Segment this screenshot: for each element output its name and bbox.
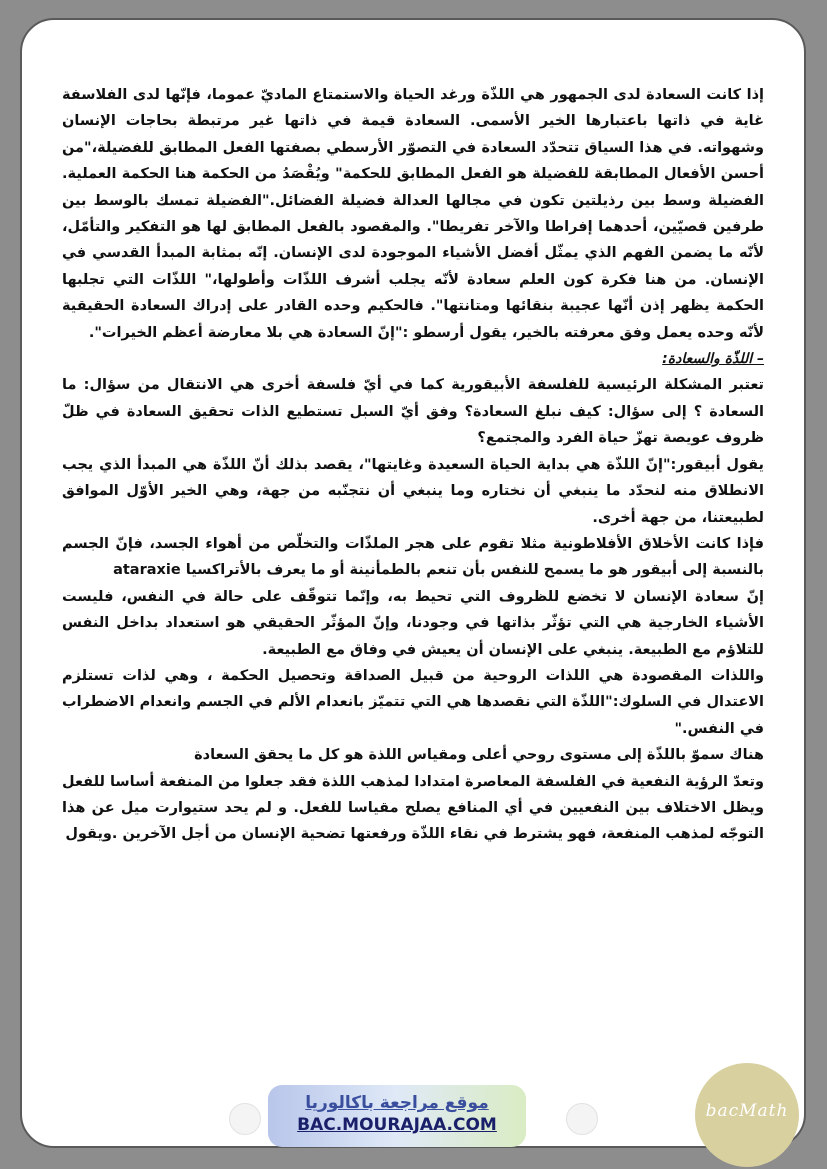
platonic-text: فإذا كانت الأخلاق الأفلاطونية مثلا تقوم على هجر الملذّات والتخلّص من أهواء الجسد، فإنّ الجسم بالنسبة إلى أبيقور هو ما يسمح للنفس بأن تنعم بالطمأنينة أو ما يعرف بالأتراكسيا [62,535,764,579]
paragraph-platonic-ethics [62,531,764,584]
banner-arabic-text: موقع مراجعة باكالوريا [305,1093,489,1113]
bacmath-logo-text: bacMath [705,1101,789,1121]
paragraph-epicurus-quote: يقول أبيقور:"إنّ اللذّة هي بداية الحياة السعيدة وغايتها"، يقصد بذلك أنّ اللذّة هي المبدأ الذي يجب الانطلاق منه لنحدّد ما ينبغي أن نختاره وما ينبغي أن نتجنّبه من جهة، وهي الخير الأوّل الموافق لطبيعتنا، من جهة أخرى. [62,456,764,526]
site-emblem-icon [566,1103,598,1135]
banner-url-text: BAC.MOURAJAA.COM [297,1115,497,1135]
document-body [62,82,764,1086]
bacmath-logo [695,1063,799,1167]
document-page [20,18,806,1148]
paragraph-aristotle: إذا كانت السعادة لدى الجمهور هي اللذّة ورغد الحياة والاستمتاع الماديّ عموما، فإنّها لدى الفلاسفة غاية في ذاتها باعتبارها الخير الأسمى. السعادة قيمة في ذاتها غير مرتبطة بحاجات الإنسان وشهواته. في هذا السياق تتحدّد السعادة في التصوّر الأرسطي بصفتها الفعل المطابق للفضيلة،"من أحسن الأفعال المطابقة للفضيلة هو الفعل المطابق للحكمة" ويُقْصَدُ من الحكمة هنا الحكمة العملية. الفضيلة وسط بين رذيلتين تكون في مجالها العدالة فضيلة الفضائل."الفضيلة تمسك بالوسط بين طرفين قصيّين، أحدهما إفراطا والآخر تفريطا". والمقصود بالفعل المطابق لها هو التفكير والتأمّل، لأنّه ما يضمن الفهم الذي يمثّل أفضل الأشياء الموجودة لدى الإنسان. إنّه بمثابة المبدأ القدسي في الإنسان. من هنا فكرة كون العلم سعادة لأنّه يجلب أشرف اللذّات وأطولها،" اللذّات التي تجلبها الحكمة يظهر إذن أنّها عجيبة بنقائها ومتانتها". فالحكيم وحده القادر على إدراك السعادة الحقيقية لأنّه وحده يعمل وفق معرفته بالخير، يقول أرسطو :"إنّ السعادة هي بلا معارضة أعظم الخيرات". [62,87,764,341]
paragraph-utilitarianism: وتعدّ الرؤية النفعية في الفلسفة المعاصرة امتدادا لمذهب اللذة فقد جعلوا من المنفعة أساسا للفعل ويظل الاختلاف بين النفعيين في أي المنافع يصلح مقياسا للفعل. و لم يحد ستيوارت ميل عن هذا التوجّه لمذهب المنفعة، فهو يشترط في نقاء اللذّة ورفعتها تضحية الإنسان من أجل الآخرين .ويقول [62,773,764,843]
paragraph-spiritual-pleasures: واللذات المقصودة هي اللذات الروحية من قبيل الصداقة وتحصيل الحكمة ، وهي لذات تستلزم الاعتدال في السلوك:"اللذّة التي نقصدها هي التي تتميّز بانعدام الألم في الجسم وانعدام الاضطراب في النفس." [62,667,764,737]
section-heading: – اللذّة والسعادة: [662,351,764,368]
site-emblem-icon [229,1103,261,1135]
paragraph-epicurus-problem: تعتبر المشكلة الرئيسية للفلسفة الأبيقورية كما في أيّ فلسفة أخرى هي الانتقال من سؤال: ما السعادة ؟ إلى سؤال: كيف نبلغ السعادة؟ وفق أيّ السبل تستطيع الذات تحقيق السعادة في ظلّ ظروف عويصة تهزّ حياة الفرد والمجتمع؟ [62,377,764,447]
ataraxie-term: ataraxie [113,562,181,579]
paragraph-sublimation: هناك سموّ باللذّة إلى مستوى روحي أعلى ومقياس اللذة هو كل ما يحقق السعادة [194,747,764,764]
site-banner-link[interactable] [268,1085,526,1147]
paragraph-happiness-soul: إنّ سعادة الإنسان لا تخضع للظروف التي تحيط به، وإنّما تتوقّف على حالة في النفس، فليست الأشياء الخارجية هي التي تؤثّر بذاتها في وجودنا، وإنّ المؤثّر الحقيقي هو استعداد بداخل النفس للتلاؤم مع الطبيعة. ينبغي على الإنسان أن يعيش في وفاق مع الطبيعة. [62,588,764,658]
